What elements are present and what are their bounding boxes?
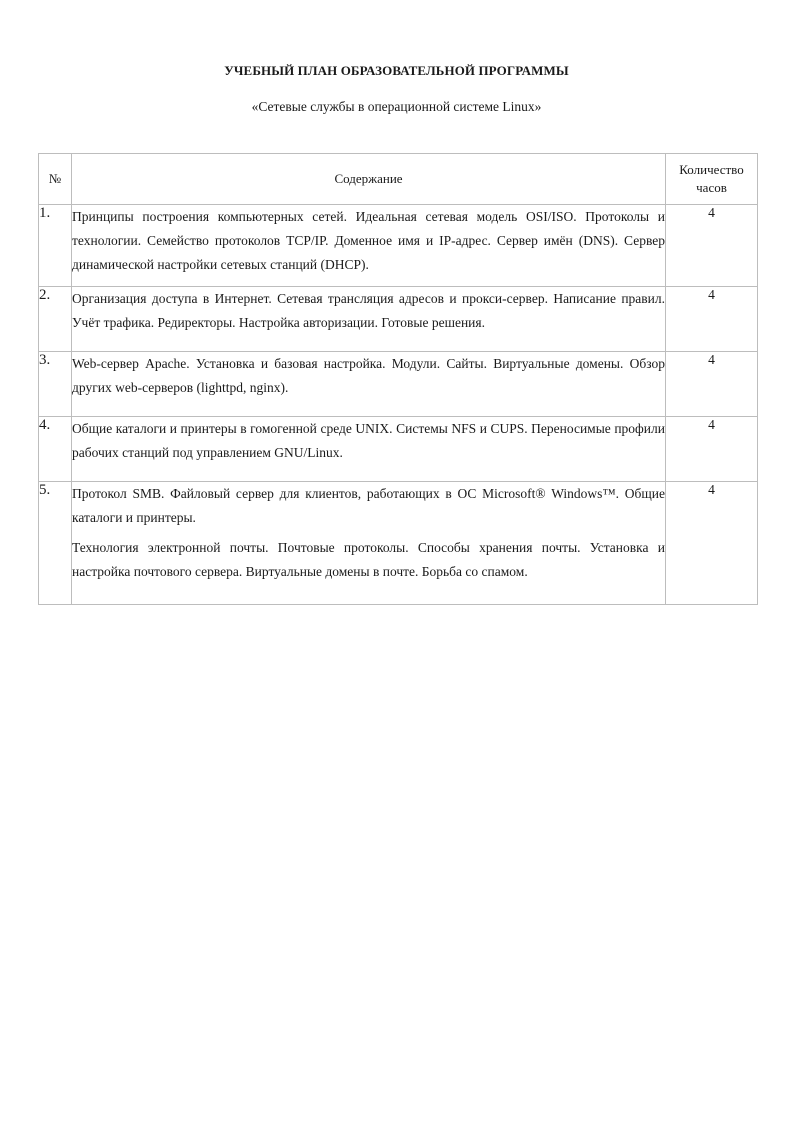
row-number: 4. [39,417,72,482]
row-number: 1. [39,205,72,287]
curriculum-table [38,153,758,605]
table-row [39,205,758,287]
header-hours-label: Количество часов [679,162,744,195]
row-content-text: Web-сервер Apache. Установка и базовая настройка. Модули. Сайты. Виртуальные домены. Обзор других web-серверов (lighttpd, nginx). [72,356,665,395]
row-hours: 4 [666,417,758,482]
table-row [39,287,758,352]
row-content [72,417,666,482]
table-header-row [39,154,758,205]
row-content-text-2: Технология электронной почты. Почтовые протоколы. Способы хранения почты. Установка и настройка почтового сервера. Виртуальные домены в почте. Борьба со спамом. [72,540,665,579]
row-content [72,352,666,417]
table-row [39,482,758,605]
row-hours: 4 [666,287,758,352]
row-number: 5. [39,482,72,605]
document-subtitle: «Сетевые службы в операционной системе Linux» [251,99,542,114]
document-title: УЧЕБНЫЙ ПЛАН ОБРАЗОВАТЕЛЬНОЙ ПРОГРАММЫ [224,63,569,78]
table-row [39,352,758,417]
header-content: Содержание [72,154,666,205]
row-hours: 4 [666,482,758,605]
row-hours: 4 [666,205,758,287]
row-content-text: Принципы построения компьютерных сетей. Идеальная сетевая модель OSI/ISO. Протоколы и технологии. Семейство протоколов TCP/IP. Доменное имя и IP-адрес. Сервер имён (DNS). Сервер динамической настройки сетевых станций (DHCP). [72,209,665,272]
row-content [72,205,666,287]
row-content-text: Организация доступа в Интернет. Сетевая трансляция адресов и прокси-сервер. Написание правил. Учёт трафика. Редиректоры. Настройка авторизации. Готовые решения. [72,291,665,330]
table-row [39,417,758,482]
row-content [72,287,666,352]
row-content-text: Протокол SMB. Файловый сервер для клиентов, работающих в ОС Microsoft® Windows™. Общие каталоги и принтеры. [72,486,665,525]
row-content [72,482,666,605]
row-number: 3. [39,352,72,417]
header-hours [666,154,758,205]
row-content-text: Общие каталоги и принтеры в гомогенной среде UNIX. Системы NFS и CUPS. Переносимые профили рабочих станций под управлением GNU/Linux. [72,421,665,460]
header-number: № [39,154,72,205]
row-hours: 4 [666,352,758,417]
row-number: 2. [39,287,72,352]
